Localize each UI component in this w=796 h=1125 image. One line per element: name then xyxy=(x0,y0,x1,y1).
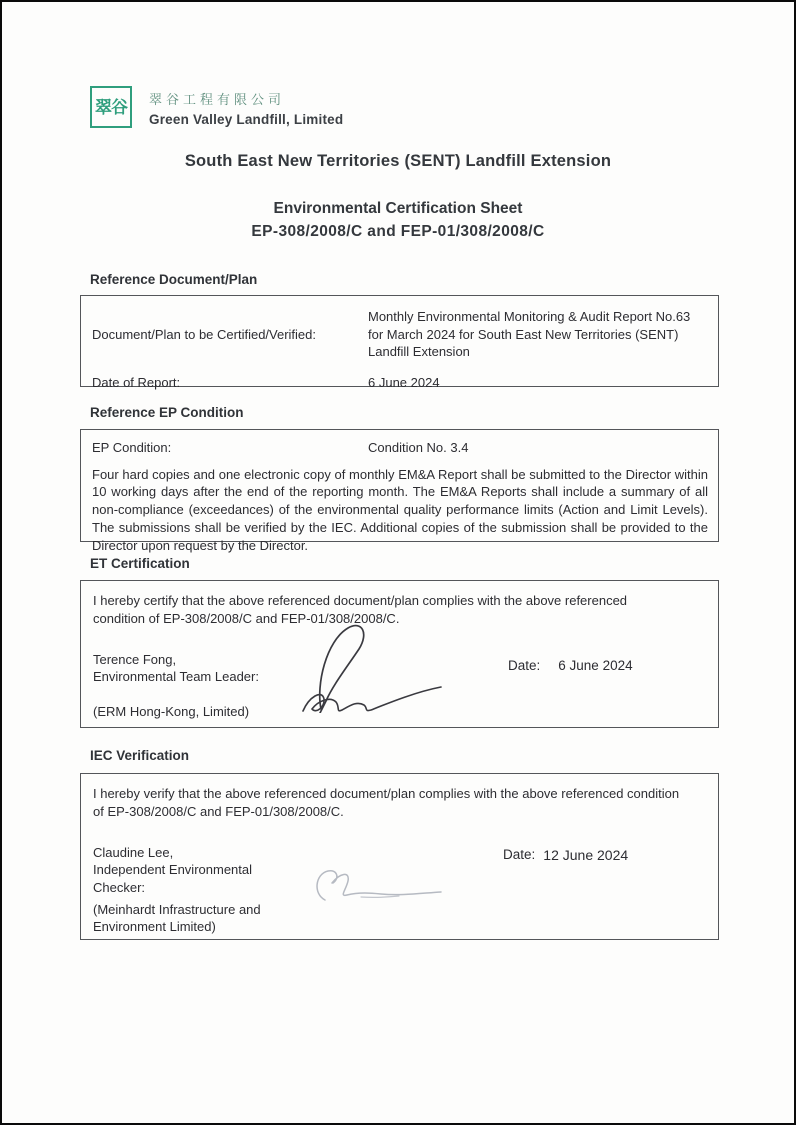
table-row xyxy=(92,374,708,392)
et-signer-block xyxy=(93,651,259,686)
document-plan-value: Monthly Environmental Monitoring & Audit Report No.63 for March 2024 for South East New Territories (SENT) Landfill Extension xyxy=(368,309,691,360)
green-valley-logo-icon: 翠谷 xyxy=(90,86,132,128)
et-certification-statement: I hereby certify that the above referenced document/plan complies with the above referenced condition of EP-308/2008/C and FEP-01/308/2008/C. xyxy=(93,593,628,626)
date-of-report-value: 6 June 2024 xyxy=(368,374,440,390)
iec-signer-title: Independent Environmental Checker: xyxy=(93,862,253,895)
section-heading-reference-document: Reference Document/Plan xyxy=(90,272,258,287)
et-signer-company: (ERM Hong-Kong, Limited) xyxy=(93,704,250,719)
et-signer-title: Environmental Team Leader: xyxy=(93,669,259,685)
iec-date-value: 12 June 2024 xyxy=(543,847,629,863)
ep-condition-label: EP Condition: xyxy=(92,440,172,455)
company-header xyxy=(90,86,343,128)
iec-date-row xyxy=(503,846,628,865)
iec-date-label: Date: xyxy=(503,847,536,862)
document-title: South East New Territories (SENT) Landfill Extension xyxy=(184,152,612,170)
section-heading-reference-ep-condition: Reference EP Condition xyxy=(90,405,244,420)
iec-verification-box xyxy=(80,773,719,940)
company-name-english: Green Valley Landfill, Limited xyxy=(149,112,344,127)
table-row xyxy=(92,439,708,457)
iec-signer-company: (Meinhardt Infrastructure and Environment Limited) xyxy=(93,902,261,935)
reference-document-table xyxy=(80,295,719,390)
ep-condition-value: Condition No. 3.4 xyxy=(368,440,469,455)
document-plan-label: Document/Plan to be Certified/Verified: xyxy=(92,326,317,342)
date-of-report-label: Date of Report: xyxy=(92,374,181,390)
section-heading-iec-verification: IEC Verification xyxy=(90,748,190,763)
et-date-row xyxy=(508,657,633,675)
table-row xyxy=(92,308,708,361)
company-name-chinese: 翠谷工程有限公司 xyxy=(149,92,286,107)
et-date-label: Date: xyxy=(508,658,541,673)
iec-verification-statement: I hereby verify that the above referenced document/plan complies with the above referenced condition of EP-308/2008/C and FEP-01/308/2008/C. xyxy=(93,786,680,819)
et-date-value: 6 June 2024 xyxy=(558,658,633,673)
et-certification-box xyxy=(80,580,719,728)
iec-signer-name: Claudine Lee, xyxy=(93,845,174,860)
et-signer-name: Terence Fong, xyxy=(93,652,177,667)
iec-signer-block xyxy=(93,844,293,896)
permit-numbers: EP-308/2008/C and FEP-01/308/2008/C xyxy=(251,223,545,240)
sheet-title: Environmental Certification Sheet xyxy=(273,200,523,217)
et-signature xyxy=(293,623,453,713)
ep-condition-box xyxy=(80,429,719,553)
ep-condition-description: Four hard copies and one electronic copy of monthly EM&A Report shall be submitted to the Director within 10 working days after the end of the reporting month. The EM&A Reports shall include a summary of all non-compliance (exceedances) of the environmental quality performance limits (Action and Limit Levels). The submissions shall be verified by the IEC. Additional copies of the submission shall be provided to the Director upon request by the Director. xyxy=(92,466,708,553)
iec-signature xyxy=(309,866,454,911)
section-heading-et-certification: ET Certification xyxy=(90,556,190,571)
company-name-block xyxy=(149,86,343,127)
